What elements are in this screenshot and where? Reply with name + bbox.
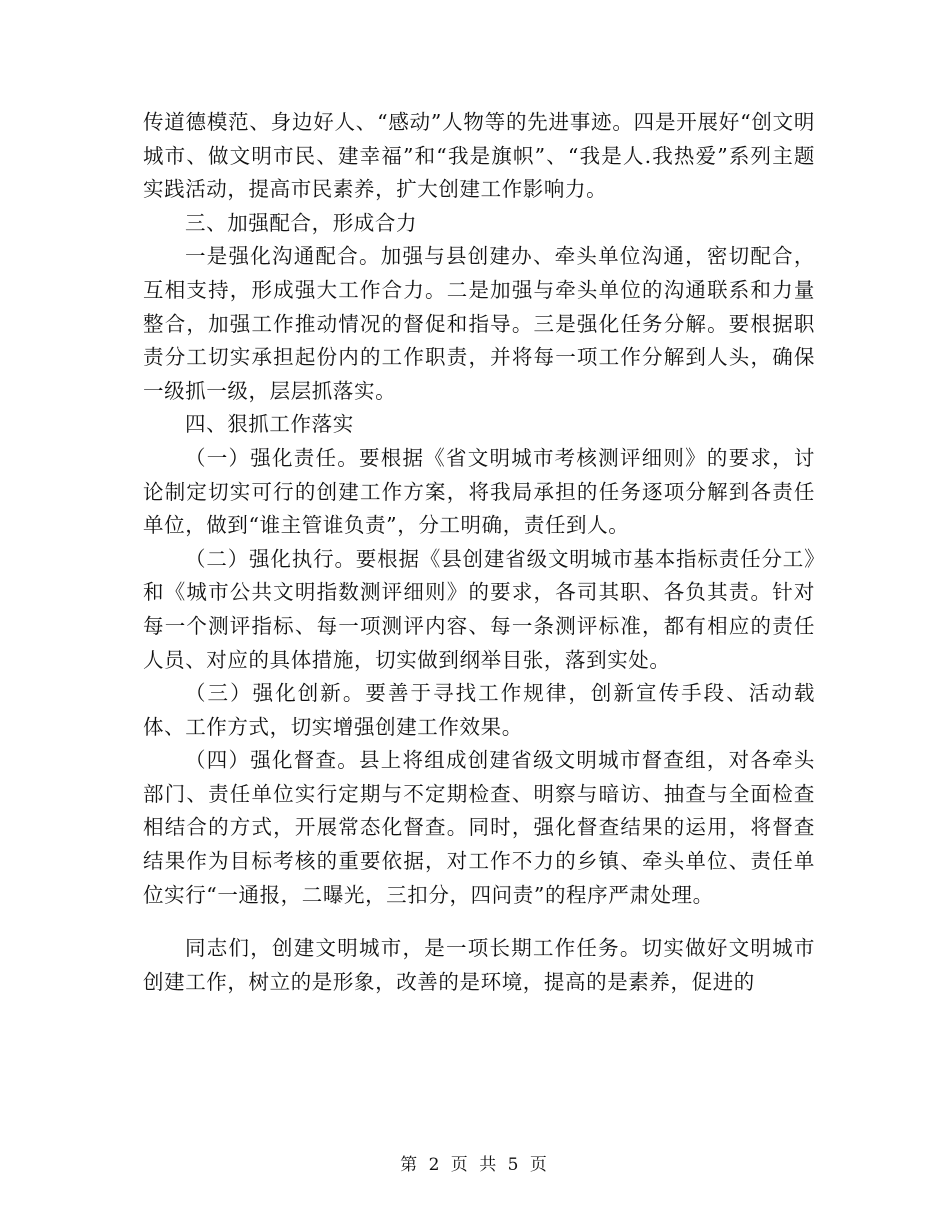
paragraph-closing: 同志们，创建文明城市，是一项长期工作任务。切实做好文明城市创建工作，树立的是形象，改善的是环境，提高的是素养，促进的 xyxy=(143,936,815,994)
paragraph-execution: （二）强化执行。要根据《县创建省级文明城市基本指标责任分工》和《城市公共文明指数测评细则》的要求，各司其职、各负其责。针对每一个测评指标、每一项测评内容、每一条测评标准，都有相应的责任人员、对应的具体措施，切实做到纲举目张，落到实处。 xyxy=(143,546,815,672)
section-heading-4: 四、狠抓工作落实 xyxy=(185,412,354,437)
paragraph-gap xyxy=(143,912,815,932)
paragraph-innovation: （三）强化创新。要善于寻找工作规律，创新宣传手段、活动载体、工作方式，切实增强创建工作效果。 xyxy=(143,681,815,739)
section-heading-3: 三、加强配合，形成合力 xyxy=(185,210,418,235)
paragraph-responsibility: （一）强化责任。要根据《省文明城市考核测评细则》的要求，讨论制定切实可行的创建工作方案，将我局承担的任务逐项分解到各责任单位，做到“谁主管谁负责”，分工明确，责任到人。 xyxy=(143,445,815,538)
document-body xyxy=(143,106,815,999)
paragraph-supervision: （四）强化督查。县上将组成创建省级文明城市督查组，对各牵头部门、责任单位实行定期与不定期检查、明察与暗访、抽查与全面检查相结合的方式，开展常态化督查。同时，强化督查结果的运用，将督查结果作为目标考核的重要依据，对工作不力的乡镇、牵头单位、责任单位实行“一通报，二曝光，三扣分，四问责”的程序严肃处理。 xyxy=(143,748,815,907)
paragraph-cooperation: 一是强化沟通配合。加强与县创建办、牵头单位沟通，密切配合，互相支持，形成强大工作合力。二是加强与牵头单位的沟通联系和力量整合，加强工作推动情况的督促和指导。三是强化任务分解。要根据职责分工切实承担起份内的工作职责，并将每一项工作分解到人头，确保一级抓一级，层层抓落实。 xyxy=(143,244,815,403)
paragraph-continuation: 传道德模范、身边好人、“感动”人物等的先进事迹。四是开展好“创文明城市、做文明市民、建幸福”和“我是旗帜”、“我是人.我热爱”系列主题实践活动，提高市民素养，扩大创建工作影响力。 xyxy=(143,110,815,202)
page-number-footer: 第 2 页 共 5 页 xyxy=(400,1155,550,1175)
